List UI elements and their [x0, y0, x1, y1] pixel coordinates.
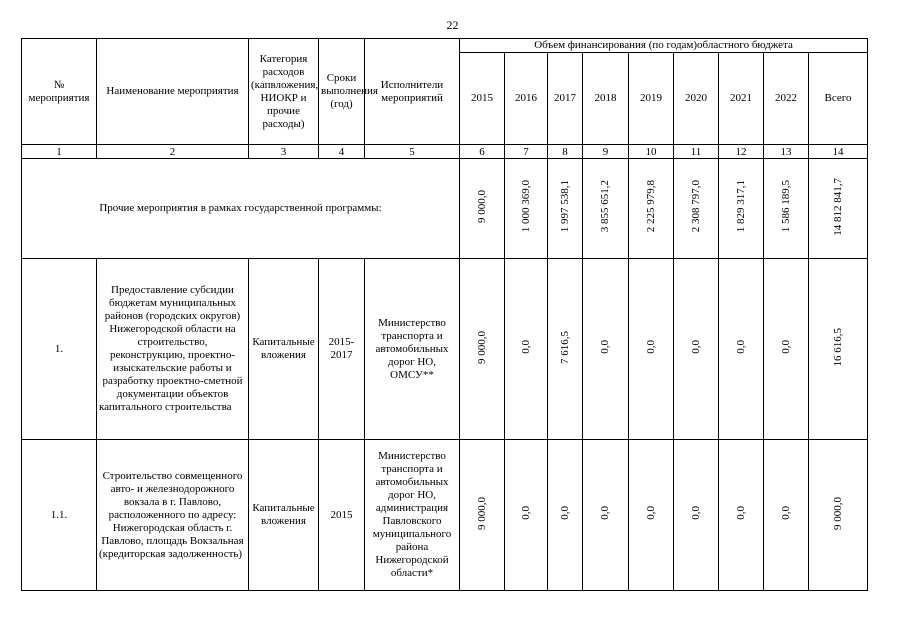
row-value: 0,0	[734, 340, 747, 354]
row-category: Капитальные вложения	[249, 440, 319, 591]
row-executors: Министерство транспорта и автомобильных дорог НО, администрация Павловского муниципального района Нижегородской области*	[365, 440, 460, 591]
row-value: 0,0	[779, 506, 792, 520]
row-value: 0,0	[558, 506, 571, 520]
column-number: 12	[719, 145, 764, 159]
row-value: 0,0	[689, 506, 702, 520]
summary-value: 1 997 538,1	[558, 180, 571, 233]
summary-value: 1 586 189,5	[779, 180, 792, 233]
column-number: 7	[505, 145, 548, 159]
header-executors: Исполнители мероприятий	[365, 39, 460, 145]
summary-value: 2 225 979,8	[644, 180, 657, 233]
row-value: 0,0	[599, 340, 611, 354]
header-year: 2021	[719, 53, 764, 145]
summary-value: 2 308 797,0	[689, 180, 702, 233]
summary-value: 3 855 651,2	[599, 180, 611, 233]
column-number: 6	[460, 145, 505, 159]
summary-value: 1 000 369,0	[519, 180, 532, 233]
row-value: 0,0	[599, 506, 611, 520]
row-period: 2015	[319, 440, 365, 591]
header-year: 2019	[629, 53, 674, 145]
row-value: 0,0	[734, 506, 747, 520]
header-funding-group: Объем финансирования (по годам)областного бюджета	[460, 39, 868, 53]
column-number: 4	[319, 145, 365, 159]
row-number: 1.	[22, 259, 97, 440]
summary-value: 9 000,0	[475, 190, 488, 223]
header-name: Наименование мероприятия	[97, 39, 249, 145]
column-number: 14	[809, 145, 868, 159]
row-period: 2015-2017	[319, 259, 365, 440]
row-value: 0,0	[689, 340, 702, 354]
row-number: 1.1.	[22, 440, 97, 591]
column-number: 9	[583, 145, 629, 159]
row-name: Предоставление субсидии бюджетам муниципальных районов (городских округов) Нижегородской области на строительство, реконструкцию, проектно-изыскательские работы и разработку проектно-сметной документации объектов капитального строительства	[97, 259, 249, 440]
column-numbers-row	[22, 145, 868, 159]
header-year: 2022	[764, 53, 809, 145]
header-year: 2018	[583, 53, 629, 145]
column-number: 1	[22, 145, 97, 159]
row-value: 0,0	[779, 340, 792, 354]
row-value: 0,0	[519, 506, 532, 520]
header-year: 2015	[460, 53, 505, 145]
column-number: 2	[97, 145, 249, 159]
row-value: 0,0	[644, 340, 657, 354]
summary-row	[22, 159, 868, 259]
row-value: 7 616,5	[558, 330, 571, 364]
column-number: 13	[764, 145, 809, 159]
column-number: 8	[548, 145, 583, 159]
page-number: 22	[446, 18, 459, 32]
table-row	[22, 259, 868, 440]
row-name: Строительство совмещенного авто- и железнодорожного вокзала в г. Павлово, расположенного по адресу: Нижегородская область г. Павлово, площадь Вокзальная (кредиторская задолженность)	[97, 440, 249, 591]
row-total: 16 616,5	[831, 327, 844, 367]
row-category: Капитальные вложения	[249, 259, 319, 440]
row-value: 9 000,0	[475, 496, 488, 530]
column-number: 11	[674, 145, 719, 159]
row-value: 0,0	[644, 506, 657, 520]
column-number: 3	[249, 145, 319, 159]
header-num: № мероприятия	[22, 39, 97, 145]
table-row	[22, 440, 868, 591]
header-period: Сроки выполнения (год)	[319, 39, 365, 145]
header-year: 2017	[548, 53, 583, 145]
column-number: 5	[365, 145, 460, 159]
summary-label: Прочие мероприятия в рамках государственной программы:	[22, 159, 460, 259]
row-total: 9 000,0	[831, 496, 844, 530]
header-total: Всего	[809, 53, 868, 145]
summary-value: 1 829 317,1	[734, 180, 747, 233]
column-number: 10	[629, 145, 674, 159]
summary-total: 14 812 841,7	[831, 177, 844, 236]
row-value: 9 000,0	[475, 330, 488, 364]
header-category: Категория расходов (капвложения, НИОКР и прочие расходы)	[249, 39, 319, 145]
header-year: 2020	[674, 53, 719, 145]
header-year: 2016	[505, 53, 548, 145]
funding-table	[21, 38, 868, 591]
row-value: 0,0	[519, 340, 532, 354]
row-executors: Министерство транспорта и автомобильных дорог НО, ОМСУ**	[365, 259, 460, 440]
